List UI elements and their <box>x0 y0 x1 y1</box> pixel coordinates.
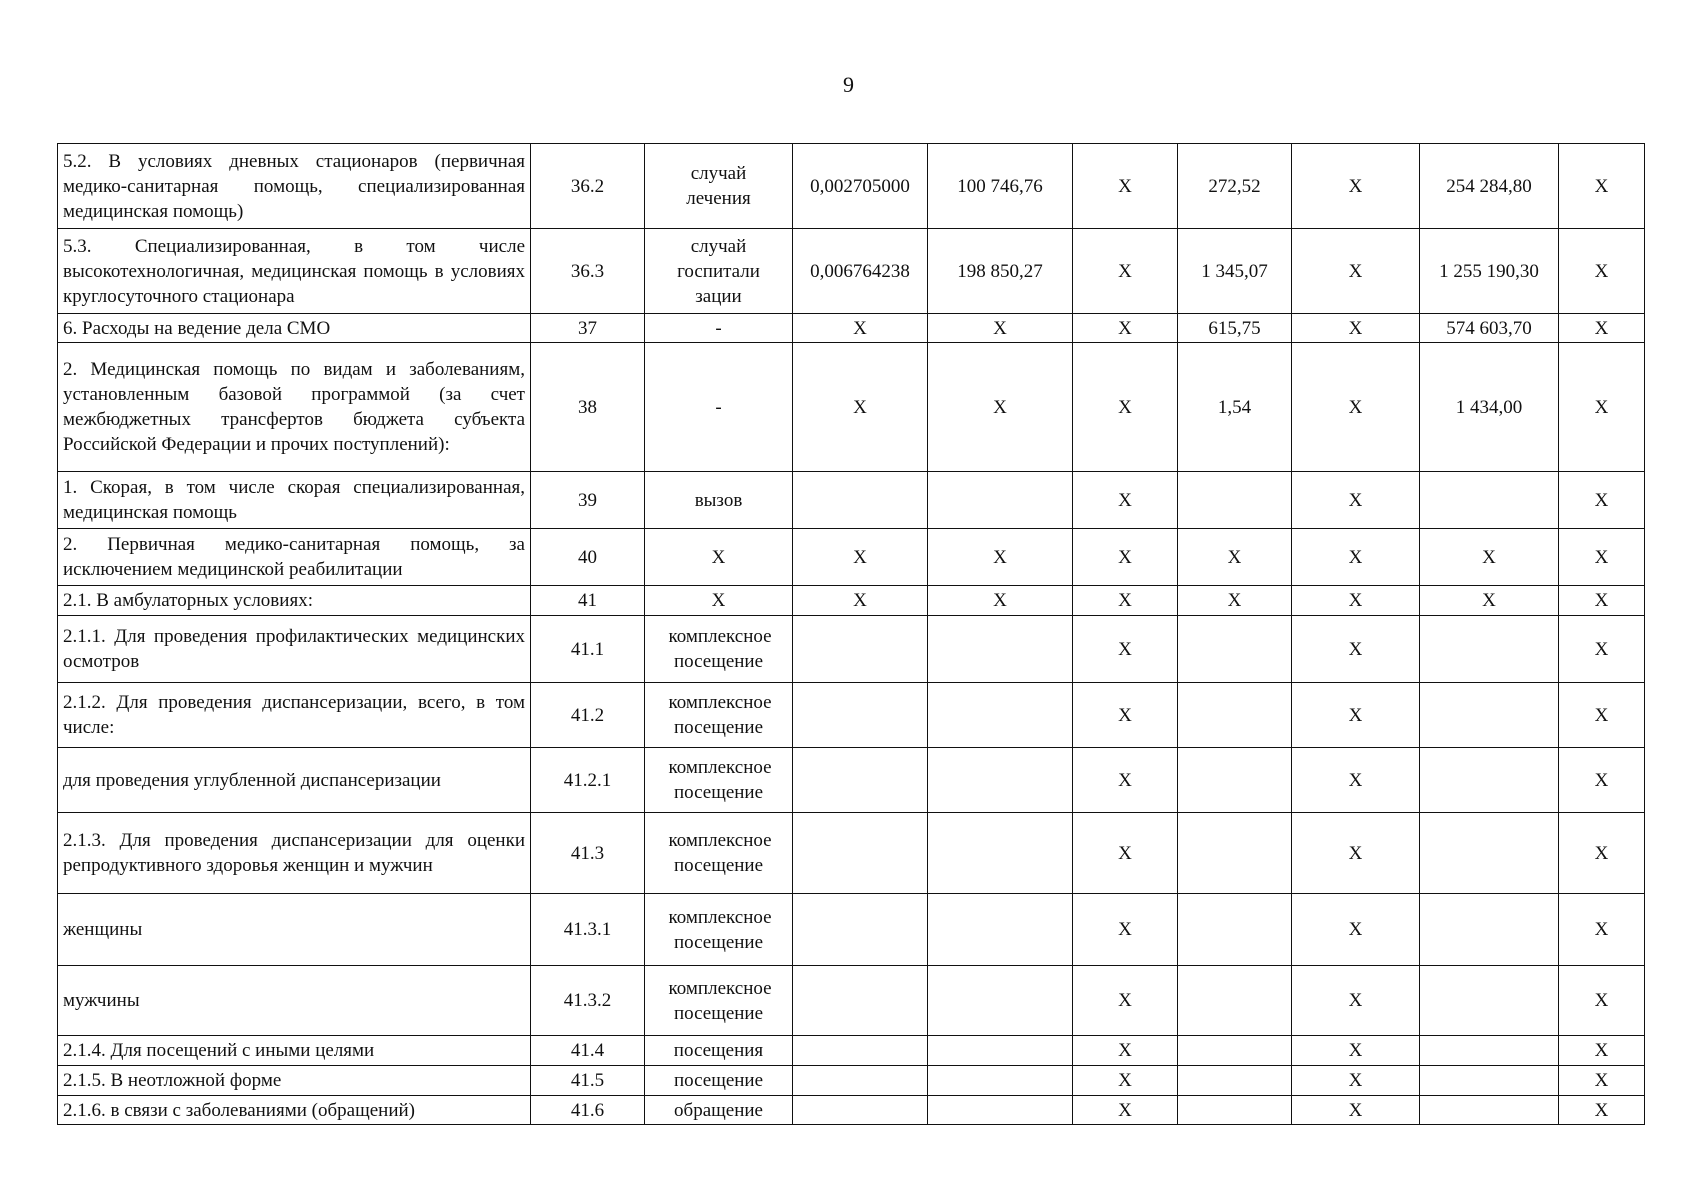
cost-norm-cell <box>928 966 1073 1036</box>
row-label: 2.1. В амбулаторных условиях: <box>63 590 313 611</box>
row-name-cell <box>58 966 531 1036</box>
cost-norm-cell <box>928 314 1073 343</box>
total-cost-cell <box>1420 529 1559 586</box>
row-label: 5.2. В условиях дневных стационаров (первичная медико-санитарная помощь, специализированная медицинская помощь) <box>63 150 525 222</box>
per-capita-cell <box>1178 616 1292 683</box>
row-label: 5.3. Специализированная, в том числе высокотехнологичная, медицинская помощь в условиях круглосуточного стационара <box>63 235 525 307</box>
total-cost-cell <box>1420 1036 1559 1066</box>
cell-value: X <box>1594 990 1609 1011</box>
row-name-cell <box>58 748 531 813</box>
total-cost-cell <box>1420 314 1559 343</box>
unit-cell <box>645 966 793 1036</box>
x-cell <box>1292 748 1420 813</box>
row-label: 2. Первичная медико-санитарная помощь, за исключением медицинской реабилитации <box>63 534 525 580</box>
cell-value: 272,52 <box>1208 175 1261 197</box>
cell-value: случай госпитали зации <box>677 235 760 307</box>
row-code-cell <box>531 894 645 966</box>
cell-value: X <box>1594 396 1609 418</box>
per-capita-cell <box>1178 966 1292 1036</box>
x-cell <box>1559 683 1645 748</box>
row-label: 6. Расходы на ведение дела СМО <box>63 317 331 339</box>
total-cost-cell <box>1420 894 1559 966</box>
total-cost-cell <box>1420 748 1559 813</box>
cost-norm-cell <box>928 343 1073 472</box>
volume-norm-cell <box>793 748 928 813</box>
cell-value: - <box>715 396 722 418</box>
x-cell <box>1292 1036 1420 1066</box>
cell-value: X <box>1118 638 1132 660</box>
cell-value: X <box>1594 1070 1609 1091</box>
cell-value: комплексное посещение <box>668 830 772 876</box>
unit-cell <box>645 1036 793 1066</box>
total-cost-cell <box>1420 1096 1559 1125</box>
cost-norm-cell <box>928 748 1073 813</box>
cell-value: комплексное посещение <box>668 626 772 672</box>
unit-cell <box>645 229 793 314</box>
per-capita-cell <box>1178 1036 1292 1066</box>
per-capita-cell <box>1178 229 1292 314</box>
x-cell <box>1073 343 1178 472</box>
cost-norm-cell <box>928 683 1073 748</box>
cell-value: 100 746,76 <box>957 175 1043 197</box>
x-cell <box>1073 472 1178 529</box>
x-cell <box>1559 1096 1645 1125</box>
x-cell <box>1073 813 1178 894</box>
x-cell <box>1292 1096 1420 1125</box>
x-cell <box>1292 616 1420 683</box>
cell-value: 41.4 <box>570 1040 605 1061</box>
cell-value: комплексное посещение <box>668 977 772 1024</box>
cell-value: X <box>1348 842 1363 864</box>
cell-value: X <box>1348 704 1363 726</box>
table-row <box>58 894 1645 966</box>
cost-norm-cell <box>928 813 1073 894</box>
row-name-cell <box>58 1096 531 1125</box>
row-label: 1. Скорая, в том числе скорая специализированная, медицинская помощь <box>63 477 525 523</box>
per-capita-cell <box>1178 529 1292 586</box>
cell-value: X <box>1348 638 1363 660</box>
cell-value: 1 255 190,30 <box>1439 260 1539 282</box>
cell-value: 41.1 <box>570 638 605 660</box>
row-code-cell <box>531 472 645 529</box>
x-cell <box>1559 314 1645 343</box>
table-row <box>58 616 1645 683</box>
row-code-cell <box>531 529 645 586</box>
x-cell <box>1073 616 1178 683</box>
x-cell <box>1292 144 1420 229</box>
table-row <box>58 529 1645 586</box>
table-row <box>58 748 1645 813</box>
table-row <box>58 229 1645 314</box>
cell-value: X <box>711 546 726 568</box>
row-name-cell <box>58 529 531 586</box>
row-code-cell <box>531 748 645 813</box>
row-name-cell <box>58 894 531 966</box>
volume-norm-cell <box>793 586 928 616</box>
cell-value: X <box>1594 546 1609 568</box>
cell-value: X <box>1348 1070 1363 1091</box>
total-cost-cell <box>1420 586 1559 616</box>
x-cell <box>1073 314 1178 343</box>
row-name-cell <box>58 144 531 229</box>
cell-value: X <box>1348 990 1363 1011</box>
volume-norm-cell <box>793 529 928 586</box>
cell-value: X <box>993 546 1007 568</box>
unit-cell <box>645 314 793 343</box>
cell-value: 0,002705000 <box>810 175 910 197</box>
cell-value: X <box>1348 919 1363 940</box>
volume-norm-cell <box>793 894 928 966</box>
unit-cell <box>645 1096 793 1125</box>
cell-value: вызов <box>694 489 743 511</box>
row-code-cell <box>531 314 645 343</box>
row-code-cell <box>531 1066 645 1096</box>
cell-value: X <box>853 317 867 339</box>
unit-cell <box>645 144 793 229</box>
x-cell <box>1073 1096 1178 1125</box>
x-cell <box>1559 813 1645 894</box>
cell-value: 40 <box>578 546 597 568</box>
row-name-cell <box>58 472 531 529</box>
cell-value: 39 <box>578 489 597 511</box>
cell-value: X <box>1348 546 1363 568</box>
per-capita-cell <box>1178 314 1292 343</box>
cell-value: 615,75 <box>1208 317 1261 339</box>
cell-value: 41.3.2 <box>563 990 612 1011</box>
cell-value: 0,006764238 <box>810 260 910 282</box>
total-cost-cell <box>1420 144 1559 229</box>
unit-cell <box>645 529 793 586</box>
cell-value: X <box>1118 1040 1132 1061</box>
cell-value: X <box>711 590 726 611</box>
row-name-cell <box>58 616 531 683</box>
x-cell <box>1073 894 1178 966</box>
x-cell <box>1559 616 1645 683</box>
cell-value: случай лечения <box>686 163 751 209</box>
total-cost-cell <box>1420 472 1559 529</box>
cell-value: X <box>1594 769 1609 791</box>
total-cost-cell <box>1420 616 1559 683</box>
cell-value: X <box>1594 1099 1609 1121</box>
table-row <box>58 586 1645 616</box>
x-cell <box>1292 229 1420 314</box>
volume-norm-cell <box>793 472 928 529</box>
cell-value: X <box>1594 704 1609 726</box>
x-cell <box>1073 1066 1178 1096</box>
cell-value: X <box>1348 1040 1363 1061</box>
volume-norm-cell <box>793 813 928 894</box>
unit-cell <box>645 813 793 894</box>
total-cost-cell <box>1420 229 1559 314</box>
cell-value: X <box>1482 590 1496 611</box>
cell-value: X <box>1594 175 1609 197</box>
row-code-cell <box>531 616 645 683</box>
x-cell <box>1559 1066 1645 1096</box>
row-name-cell <box>58 586 531 616</box>
row-code-cell <box>531 966 645 1036</box>
table-row <box>58 472 1645 529</box>
x-cell <box>1292 966 1420 1036</box>
row-label: для проведения углубленной диспансеризации <box>63 769 441 791</box>
per-capita-cell <box>1178 1066 1292 1096</box>
cell-value: X <box>1118 260 1132 282</box>
cost-norm-cell <box>928 472 1073 529</box>
x-cell <box>1559 229 1645 314</box>
cell-value: X <box>1482 546 1496 568</box>
cell-value: 1 345,07 <box>1201 260 1268 282</box>
cell-value: 41.5 <box>570 1070 605 1091</box>
cell-value: 1,54 <box>1217 396 1252 418</box>
per-capita-cell <box>1178 144 1292 229</box>
x-cell <box>1292 683 1420 748</box>
unit-cell <box>645 748 793 813</box>
cell-value: X <box>1348 260 1363 282</box>
row-code-cell <box>531 1036 645 1066</box>
cell-value: X <box>1227 546 1242 568</box>
cell-value: X <box>1118 489 1132 511</box>
cell-value: 41.2 <box>570 704 605 726</box>
cell-value: X <box>993 590 1007 611</box>
x-cell <box>1073 748 1178 813</box>
row-code-cell <box>531 229 645 314</box>
cell-value: X <box>1118 769 1132 791</box>
table-row <box>58 1066 1645 1096</box>
cell-value: посещение <box>673 1070 764 1091</box>
table-body <box>58 144 1645 1125</box>
cost-norm-cell <box>928 229 1073 314</box>
row-code-cell <box>531 813 645 894</box>
cell-value: 37 <box>578 317 597 339</box>
cell-value: X <box>1118 1099 1132 1121</box>
cost-norm-cell <box>928 1036 1073 1066</box>
volume-norm-cell <box>793 1066 928 1096</box>
cell-value: X <box>1348 175 1363 197</box>
table-row <box>58 144 1645 229</box>
cell-value: комплексное посещение <box>668 692 772 738</box>
cell-value: X <box>1594 638 1609 660</box>
row-code-cell <box>531 144 645 229</box>
unit-cell <box>645 1066 793 1096</box>
cell-value: обращение <box>674 1099 763 1121</box>
cell-value: X <box>1118 175 1132 197</box>
cost-norm-cell <box>928 529 1073 586</box>
x-cell <box>1559 894 1645 966</box>
cell-value: X <box>853 396 867 418</box>
cell-value: X <box>1348 489 1363 511</box>
cell-value: X <box>853 590 867 611</box>
cell-value: 41.2.1 <box>563 769 612 791</box>
cell-value: X <box>1594 590 1609 611</box>
table-row <box>58 813 1645 894</box>
total-cost-cell <box>1420 343 1559 472</box>
table-row <box>58 1036 1645 1066</box>
cell-value: 41 <box>578 590 597 611</box>
per-capita-cell <box>1178 894 1292 966</box>
total-cost-cell <box>1420 1066 1559 1096</box>
cell-value: X <box>1348 317 1363 339</box>
table-row <box>58 343 1645 472</box>
x-cell <box>1292 343 1420 472</box>
volume-norm-cell <box>793 144 928 229</box>
x-cell <box>1292 586 1420 616</box>
cell-value: X <box>993 396 1007 418</box>
cost-norm-cell <box>928 144 1073 229</box>
cell-value: X <box>1118 704 1132 726</box>
cost-norm-cell <box>928 1066 1073 1096</box>
cell-value: X <box>1118 919 1132 940</box>
cell-value: X <box>1118 317 1132 339</box>
x-cell <box>1292 813 1420 894</box>
row-name-cell <box>58 683 531 748</box>
row-name-cell <box>58 1036 531 1066</box>
financing-table <box>57 143 1645 1125</box>
cell-value: 41.3 <box>570 842 605 864</box>
per-capita-cell <box>1178 1096 1292 1125</box>
unit-cell <box>645 343 793 472</box>
total-cost-cell <box>1420 683 1559 748</box>
cell-value: X <box>1594 1040 1609 1061</box>
row-code-cell <box>531 586 645 616</box>
x-cell <box>1559 1036 1645 1066</box>
x-cell <box>1292 472 1420 529</box>
x-cell <box>1292 314 1420 343</box>
per-capita-cell <box>1178 748 1292 813</box>
row-name-cell <box>58 229 531 314</box>
cell-value: X <box>1118 396 1132 418</box>
per-capita-cell <box>1178 472 1292 529</box>
x-cell <box>1073 586 1178 616</box>
x-cell <box>1559 472 1645 529</box>
row-label: 2.1.3. Для проведения диспансеризации для оценки репродуктивного здоровья женщин и мужчин <box>63 830 525 876</box>
cell-value: 41.6 <box>570 1099 605 1121</box>
cell-value: X <box>1118 590 1132 611</box>
row-name-cell <box>58 1066 531 1096</box>
per-capita-cell <box>1178 343 1292 472</box>
cell-value: комплексное посещение <box>668 757 772 803</box>
per-capita-cell <box>1178 683 1292 748</box>
cell-value: X <box>993 317 1007 339</box>
x-cell <box>1292 1066 1420 1096</box>
cell-value: X <box>1348 590 1363 611</box>
cell-value: 198 850,27 <box>957 260 1043 282</box>
x-cell <box>1292 894 1420 966</box>
cell-value: 574 603,70 <box>1446 317 1532 339</box>
cell-value: X <box>1594 842 1609 864</box>
unit-cell <box>645 683 793 748</box>
row-label: 2. Медицинская помощь по видам и заболеваниям, установленным базовой программой (за счет межбюджетных трансфертов бюджета субъекта Российской Федерации и прочих поступлений): <box>63 359 525 455</box>
cell-value: X <box>1594 317 1609 339</box>
row-name-cell <box>58 343 531 472</box>
table-row <box>58 1096 1645 1125</box>
volume-norm-cell <box>793 229 928 314</box>
cell-value: - <box>715 317 722 339</box>
x-cell <box>1073 229 1178 314</box>
cell-value: 38 <box>578 396 597 418</box>
cell-value: X <box>1594 489 1609 511</box>
table-row <box>58 966 1645 1036</box>
cell-value: X <box>1227 590 1242 611</box>
x-cell <box>1073 683 1178 748</box>
cell-value: 254 284,80 <box>1446 175 1532 197</box>
volume-norm-cell <box>793 616 928 683</box>
cost-norm-cell <box>928 894 1073 966</box>
cell-value: 41.3.1 <box>563 919 612 940</box>
x-cell <box>1073 529 1178 586</box>
cell-value: 36.2 <box>570 175 605 197</box>
row-name-cell <box>58 314 531 343</box>
row-name-cell <box>58 813 531 894</box>
row-label: женщины <box>63 919 143 940</box>
x-cell <box>1073 1036 1178 1066</box>
cell-value: X <box>1118 990 1132 1011</box>
total-cost-cell <box>1420 966 1559 1036</box>
x-cell <box>1559 966 1645 1036</box>
volume-norm-cell <box>793 314 928 343</box>
row-label: 2.1.1. Для проведения профилактических медицинских осмотров <box>63 626 525 672</box>
unit-cell <box>645 472 793 529</box>
x-cell <box>1559 343 1645 472</box>
x-cell <box>1292 529 1420 586</box>
cost-norm-cell <box>928 1096 1073 1125</box>
cost-norm-cell <box>928 616 1073 683</box>
cell-value: X <box>1348 1099 1363 1121</box>
x-cell <box>1559 748 1645 813</box>
cell-value: 1 434,00 <box>1455 396 1523 418</box>
row-label: 2.1.4. Для посещений с иными целями <box>63 1040 375 1061</box>
unit-cell <box>645 586 793 616</box>
cell-value: X <box>1118 1070 1132 1091</box>
unit-cell <box>645 894 793 966</box>
total-cost-cell <box>1420 813 1559 894</box>
row-label: 2.1.6. в связи с заболеваниями (обращений) <box>63 1099 415 1121</box>
cell-value: X <box>1118 546 1132 568</box>
volume-norm-cell <box>793 1036 928 1066</box>
x-cell <box>1559 144 1645 229</box>
table-row <box>58 683 1645 748</box>
volume-norm-cell <box>793 966 928 1036</box>
table-row <box>58 314 1645 343</box>
row-label: 2.1.2. Для проведения диспансеризации, всего, в том числе: <box>63 692 525 738</box>
cost-norm-cell <box>928 586 1073 616</box>
row-label: мужчины <box>63 990 140 1011</box>
row-code-cell <box>531 1096 645 1125</box>
volume-norm-cell <box>793 343 928 472</box>
cell-value: X <box>1594 260 1609 282</box>
cell-value: 36.3 <box>570 260 605 282</box>
volume-norm-cell <box>793 1096 928 1125</box>
page-number: 9 <box>843 72 854 97</box>
x-cell <box>1559 586 1645 616</box>
row-label: 2.1.5. В неотложной форме <box>63 1070 282 1091</box>
cell-value: X <box>1348 769 1363 791</box>
row-code-cell <box>531 343 645 472</box>
x-cell <box>1073 144 1178 229</box>
cell-value: X <box>1594 919 1609 940</box>
per-capita-cell <box>1178 586 1292 616</box>
cell-value: посещения <box>673 1040 764 1061</box>
cell-value: комплексное посещение <box>668 906 772 953</box>
x-cell <box>1073 966 1178 1036</box>
volume-norm-cell <box>793 683 928 748</box>
per-capita-cell <box>1178 813 1292 894</box>
cell-value: X <box>1348 396 1363 418</box>
x-cell <box>1559 529 1645 586</box>
cell-value: X <box>1118 842 1132 864</box>
unit-cell <box>645 616 793 683</box>
row-code-cell <box>531 683 645 748</box>
cell-value: X <box>853 546 867 568</box>
